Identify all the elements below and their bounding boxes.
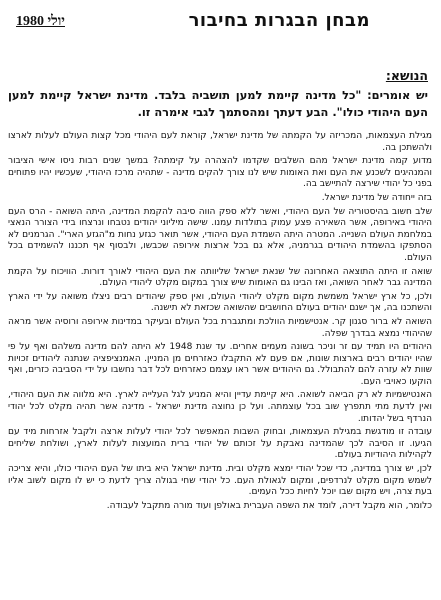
paragraph: עובדה זו מודגשת במגילת העצמאות, ובחוק השבות המאפשר לכל יהודי לעלות ארצה ולקבל אזרחות מיד עם הגיעו. זו הסיבה לכך שהמדינה נאבקת על זכותם של יהודי ברית המועצות לעלות לארץ, ושולחת שליחים לקהילות היהודיות בעולם. (8, 427, 432, 461)
essay-prompt: יש אומרים: "כל מדינה קיימת למען תושביה בלבד. מדינת ישראל קיימת למען העם היהודי כולו". הבע דעתך ומהסתמך לגבי אימרה זו. (8, 88, 428, 119)
subject-label: הנושא: (385, 68, 428, 83)
paragraph: לכן, יש צורך במדינה, כדי שכל יהודי ימצא מקלט ובית. מדינת ישראל היא ביתו של העם היהודי כולו, והיא צריכה לשמש מקום מקלט לנרדפים, ומקום לגאולת העם. כל יהודי שחי בגולה צריך לדעת כי יש לו מקום לשוב אליו בעת צרה, ויש מקום שבו יוכל לחיות ככל העמים. (8, 464, 432, 498)
paragraph: מדוע קמה מדינת ישראל מהם השלבים שקדמו להצהרה על קימתה? במשך שנים רבות ניסו אישי הציבור והמנהיגים לשכנע את העם ואת האומות שיש לנו צורך להקים מדינה - שתהיה מרכז היהודי, שעכשיו יהיו פתוחים בפני כל יהודי שירצה להתיישב בה. (8, 156, 432, 190)
paragraph: ולכן, כל ארץ ישראל משמשת מקום מקלט ליהודי העולם, ואין ספק שיהודים רבים ניצלו משואה על ידי הארץ והשתכנו בה, אך ישנם יהודים בעולם החושבים שהשואה שכזאת לא תישנה. (8, 291, 432, 314)
paragraph: היהודים היו תמיד עם זר וניכר בשונה מעמים אחרים. עד שנת 1948 לא היתה להם מדינה משלהם ואף על פי שהיו יהודים רבים בארצות שונות, אם פעם לא התקבלו כאזרחים מן המניין. האמנציפציה שנתנה ליהודים זכויות שוות לא עזרה להם להתבולל. גם היהודים אשר ראו עצמם כאזרחים לכל דבר נחשבו על ידי הסביבה כזרים, ואף הוקעו כאויבי העם. (8, 342, 432, 387)
paragraph: שלב חשוב בהיסטוריה של העם היהודי, ואשר ללא ספק הווה סיבה להקמת המדינה, היתה השואה - הרס העם היהודי באירופה, אשר השאירה פצע עמוק בתולדות עמנו. שישה מיליוני יהודים נטבחו ונרצחו בידי הצורר הנאצי במלחמת העולם השנייה. המטרה היתה השמדת העם היהודי, אשר תואר כגזע נחות מ"הגזע הארי". הגרמנים לא הסתפקו בהשמדת היהודים בגרמניה, אלא גם בכל ארצות אירופה שכבשו, ולבסוף אף תכננו להשמידם בכל העולם. (8, 206, 432, 263)
page-title: מבחן הבגרות בחיבור (188, 10, 370, 31)
paragraph: בזה ייחודה של מדינת ישראל. (321, 192, 432, 203)
exam-page (8, 6, 432, 596)
essay-body (8, 131, 432, 512)
paragraph: שואה זו היתה התוצאה האחרונה של שנאת ישראל שליוותה את העם היהודי לאורך דורות. הוויכוח על הקמת המדינה גבר לאחר השואה, ואז הבינו גם האומות שיש צורך במקום מקלט ליהודי העולם. (8, 266, 432, 289)
exam-date: יולי 1980 (16, 14, 65, 29)
header (8, 6, 432, 36)
paragraph: מגילת העצמאות, המכריזה על הקמתה של מדינת ישראל, קוראת לעם היהודי מכל קצות העולם לעלות לארצו ולהשתכן בה. (8, 131, 432, 153)
paragraph: השואה לא ברור סגנון קר. אנטישמיות הוולכת ומתגברת בכל העולם ובעיקר במדינות אירופה ורוסיה אשר מראה שהיהודי נמצא בבדרך שפלה. (8, 316, 432, 339)
paragraph: האנטישמיות לא רק הביאה לשואה. היא קיימת עדיין והיא המניע לגל העלייה לארץ. היא מלווה את העם היהודי, ואין לדעת מתי תתפרץ שוב בכל עוצמתה. ועל כן נחוצה מדינת ישראל - מדינה אשר תהיה מקלט לכל יהודי הנרדף בשל יהדותו. (8, 390, 432, 424)
paragraph: כלומר, הוא מקבל דירה, לומד את השפה העברית באולפן ועוד מורה מתקבל לעבודה. (106, 500, 432, 511)
